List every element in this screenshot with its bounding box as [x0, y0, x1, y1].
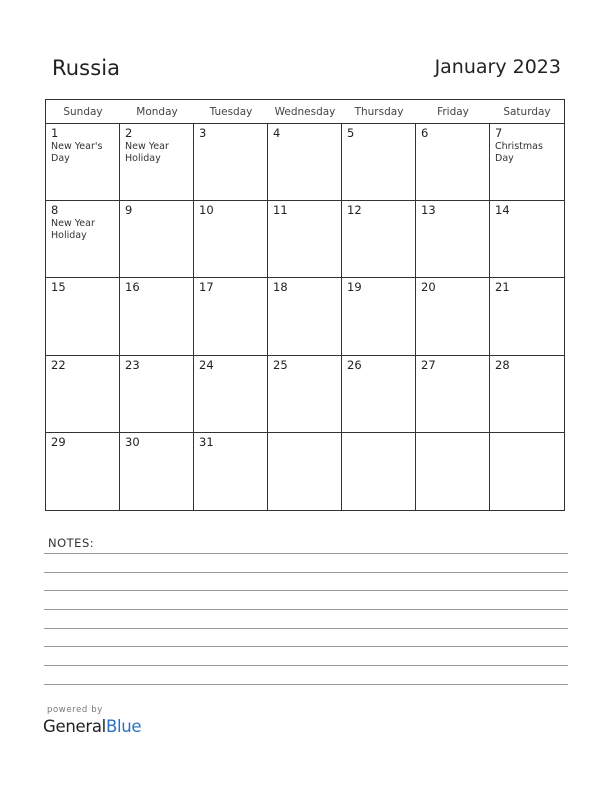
day-number: 20	[421, 280, 436, 295]
day-number: 13	[421, 203, 436, 218]
day-number: 18	[273, 280, 288, 295]
day-number: 4	[273, 126, 281, 140]
powered-by-text: powered by	[47, 705, 103, 715]
day-cell	[268, 433, 342, 510]
holiday-label: New Year Holiday	[51, 218, 95, 242]
day-number: 16	[125, 280, 140, 295]
month-year-title: January 2023	[434, 56, 561, 78]
day-number: 28	[495, 357, 510, 372]
day-number: 11	[273, 203, 288, 218]
weekday-header-wednesday: Wednesday	[268, 100, 342, 124]
day-number: 24	[199, 357, 214, 372]
day-number: 8	[51, 203, 59, 218]
weekday-header-saturday: Saturday	[490, 100, 564, 124]
day-cell	[416, 278, 490, 355]
day-cell	[342, 433, 416, 510]
holiday-label: Christmas Day	[495, 141, 543, 164]
day-number: 3	[199, 126, 207, 140]
weekday-header-friday: Friday	[416, 100, 490, 124]
day-cell	[46, 278, 120, 355]
day-cell	[416, 124, 490, 201]
day-number: 23	[125, 357, 140, 372]
day-cell	[342, 124, 416, 201]
day-number: 7	[495, 126, 503, 140]
day-cell	[194, 201, 268, 278]
day-number: 2	[125, 126, 133, 140]
holiday-label: New Year Holiday	[125, 141, 169, 164]
holiday-label: New Year's Day	[51, 141, 103, 164]
day-cell	[268, 356, 342, 433]
note-line	[44, 628, 568, 629]
day-cell	[490, 124, 564, 201]
day-cell	[120, 433, 194, 510]
generalblue-logo	[43, 717, 141, 736]
day-cell	[120, 278, 194, 355]
note-line	[44, 590, 568, 591]
day-number: 25	[273, 357, 288, 372]
day-number: 30	[125, 434, 140, 449]
day-cell	[46, 433, 120, 510]
day-number: 6	[421, 126, 429, 140]
day-number: 31	[199, 434, 214, 449]
day-cell	[268, 124, 342, 201]
day-number: 29	[51, 434, 66, 449]
brand-blue: Blue	[105, 717, 142, 736]
day-number: 26	[347, 357, 362, 372]
day-cell	[342, 201, 416, 278]
day-cell	[490, 356, 564, 433]
day-cell	[120, 201, 194, 278]
day-cell	[490, 201, 564, 278]
day-number: 27	[421, 357, 436, 372]
day-number: 9	[125, 203, 133, 218]
day-number: 1	[51, 126, 59, 140]
day-number: 19	[347, 280, 362, 295]
day-cell	[268, 201, 342, 278]
day-cell	[490, 433, 564, 510]
day-cell	[120, 124, 194, 201]
day-cell	[342, 278, 416, 355]
day-cell	[46, 356, 120, 433]
note-line	[44, 572, 568, 573]
note-line	[44, 609, 568, 610]
note-line	[44, 684, 568, 685]
note-line	[44, 646, 568, 647]
day-number: 14	[495, 203, 510, 218]
day-cell	[194, 433, 268, 510]
day-cell	[268, 278, 342, 355]
day-cell	[490, 278, 564, 355]
country-title: Russia	[52, 56, 121, 80]
day-cell	[194, 278, 268, 355]
day-cell	[194, 124, 268, 201]
day-number: 21	[495, 280, 510, 295]
day-number: 17	[199, 280, 214, 295]
weekday-header-tuesday: Tuesday	[194, 100, 268, 124]
day-cell	[416, 356, 490, 433]
day-number: 12	[347, 203, 362, 218]
weekday-header-monday: Monday	[120, 100, 194, 124]
notes-label: NOTES:	[48, 536, 95, 550]
day-number: 10	[199, 203, 214, 218]
day-cell	[120, 356, 194, 433]
weekday-header-thursday: Thursday	[342, 100, 416, 124]
weekday-header-sunday: Sunday	[46, 100, 120, 124]
day-cell	[416, 433, 490, 510]
brand-general: General	[43, 717, 106, 736]
day-number: 5	[347, 126, 355, 140]
day-cell	[194, 356, 268, 433]
calendar-grid	[45, 99, 565, 511]
day-cell	[46, 201, 120, 278]
day-cell	[416, 201, 490, 278]
day-cell	[46, 124, 120, 201]
note-line	[44, 665, 568, 666]
day-cell	[342, 356, 416, 433]
note-line	[44, 553, 568, 554]
day-number: 15	[51, 280, 66, 295]
day-number: 22	[51, 357, 66, 372]
